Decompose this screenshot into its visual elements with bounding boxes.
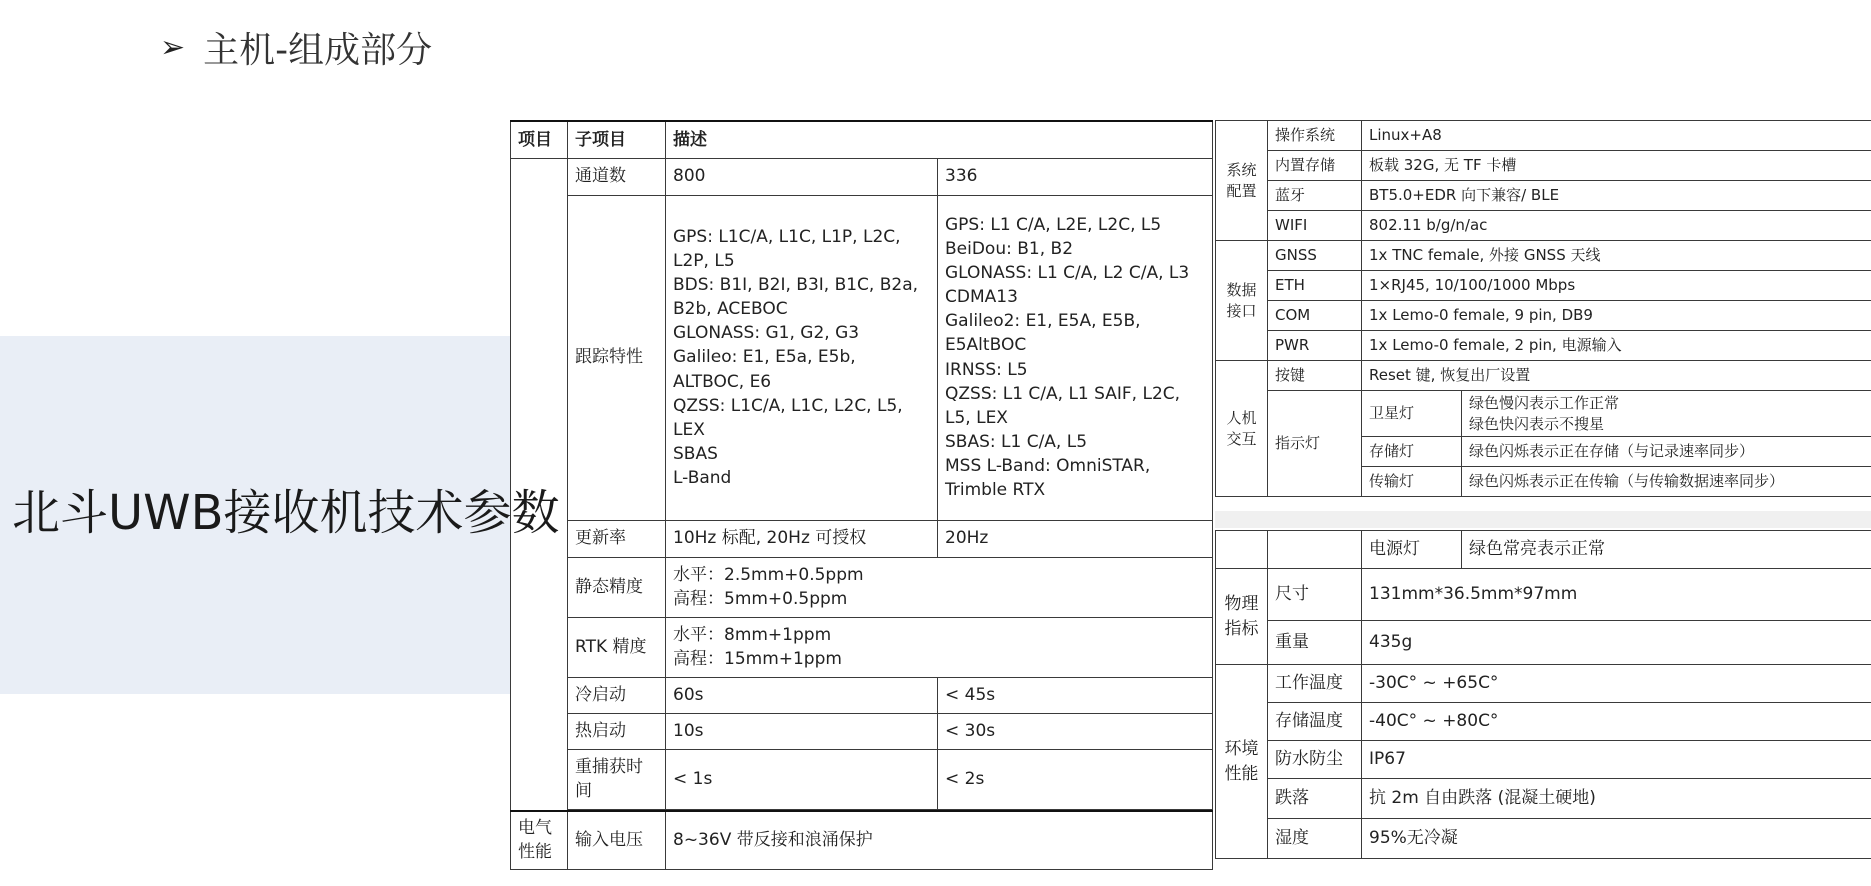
cell-value: 1x Lemo-0 female, 2 pin, 电源输入: [1362, 331, 1871, 361]
sub-label: 存储灯: [1362, 437, 1462, 467]
table-gap: [1215, 511, 1871, 528]
row-label: 更新率: [568, 520, 666, 557]
table-row: [1216, 211, 1871, 241]
row-label: 内置存储: [1268, 151, 1362, 181]
spec-table-left: [510, 120, 1213, 870]
table-row: [511, 677, 1213, 713]
table-row: [511, 520, 1213, 557]
header-sub: 子项目: [568, 121, 666, 158]
cell-value: 131mm*36.5mm*97mm: [1362, 569, 1871, 621]
row-label: 防水防尘: [1268, 741, 1362, 779]
table-row: [1216, 241, 1871, 271]
cell-value: Reset 键, 恢复出厂设置: [1362, 361, 1871, 391]
section-heading-text: 主机-组成部分: [203, 30, 433, 71]
cell-value: 1x Lemo-0 female, 9 pin, DB9: [1362, 301, 1871, 331]
table-row: [511, 617, 1213, 677]
cell-value: 1x TNC female, 外接 GNSS 天线: [1362, 241, 1871, 271]
cell-value: 抗 2m 自由跌落 (混凝土硬地): [1362, 779, 1871, 819]
row-label: RTK 精度: [568, 617, 666, 677]
cell-value: 802.11 b/g/n/ac: [1362, 211, 1871, 241]
row-label: 静态精度: [568, 557, 666, 617]
cell-value: GPS: L1 C/A, L2E, L2C, L5 BeiDou: B1, B2 GLONASS: L1 C/A, L2 C/A, L3 CDMA13 Galileo2: E1, E5A, E5B, E5AltBOC IRNSS: L5 QZSS: L1 C/A, L1 SAIF, L2C, L5, LEX SBAS: L1 C/A, L5 MSS L-Band: OmniSTAR, Trimble RTX: [938, 195, 1213, 520]
row-label: 通道数: [568, 158, 666, 195]
cell-value: GPS: L1C/A, L1C, L1P, L2C, L2P, L5 BDS: B1I, B2I, B3I, B1C, B2a, B2b, ACEBOC GLONASS: G1, G2, G3 Galileo: E1, E5a, E5b, ALTBOC, E6 QZSS: L1C/A, L1C, L2C, L5, LEX SBAS L-Band: [666, 195, 938, 520]
group-cell: 物理 指标: [1216, 569, 1268, 665]
table-row: [1216, 531, 1871, 569]
spec-table-right-bottom: [1215, 530, 1871, 859]
cell-value: BT5.0+EDR 向下兼容/ BLE: [1362, 181, 1871, 211]
cell-value: 435g: [1362, 621, 1871, 665]
cell-value: 板载 32G, 无 TF 卡槽: [1362, 151, 1871, 181]
table-row: [1216, 361, 1871, 391]
row-label: 按键: [1268, 361, 1362, 391]
table-row: [1216, 665, 1871, 703]
cell-value: < 45s: [938, 677, 1213, 713]
table-row: [511, 713, 1213, 749]
row-label: GNSS: [1268, 241, 1362, 271]
row-label: COM: [1268, 301, 1362, 331]
cell-value: 95%无冷凝: [1362, 819, 1871, 859]
page-title: 北斗UWB接收机技术参数: [12, 485, 560, 541]
table-row: [1216, 703, 1871, 741]
cell-value: 10Hz 标配, 20Hz 可授权: [666, 520, 938, 557]
group-cell: 电气 性能: [511, 811, 568, 869]
cell-value: < 2s: [938, 749, 1213, 809]
header-item: 项目: [511, 121, 568, 158]
row-label: 热启动: [568, 713, 666, 749]
row-label: 蓝牙: [1268, 181, 1362, 211]
cell-value: 绿色闪烁表示正在传输（与传输数据速率同步）: [1462, 467, 1871, 497]
cell-value: < 30s: [938, 713, 1213, 749]
table-header-row: [511, 121, 1213, 158]
cell-value: 20Hz: [938, 520, 1213, 557]
cell-value: < 1s: [666, 749, 938, 809]
table-row: [1216, 271, 1871, 301]
cell-value: 1×RJ45, 10/100/1000 Mbps: [1362, 271, 1871, 301]
table-row: [1216, 779, 1871, 819]
table-row: [1216, 569, 1871, 621]
cell-value: 800: [666, 158, 938, 195]
sub-label: 电源灯: [1362, 531, 1462, 569]
cell-value: -30C° ~ +65C°: [1362, 665, 1871, 703]
table-row: [511, 557, 1213, 617]
group-cell: 系统 配置: [1216, 121, 1268, 241]
table-row: [1216, 181, 1871, 211]
section-heading: [160, 22, 432, 73]
table-row: [1216, 121, 1871, 151]
row-label: 跟踪特性: [568, 195, 666, 520]
cell-value: 10s: [666, 713, 938, 749]
arrow-bullet-icon: ➢: [160, 30, 186, 65]
row-label: 工作温度: [1268, 665, 1362, 703]
table-row: [511, 811, 1213, 869]
table-row: [1216, 331, 1871, 361]
header-desc: 描述: [666, 121, 1213, 158]
cell-value: IP67: [1362, 741, 1871, 779]
cell-value: 8~36V 带反接和浪涌保护: [666, 811, 1213, 869]
row-label: ETH: [1268, 271, 1362, 301]
row-label: 存储温度: [1268, 703, 1362, 741]
table-row: [1216, 301, 1871, 331]
cell-value: 水平：8mm+1ppm 高程：15mm+1ppm: [666, 617, 1213, 677]
table-row: [511, 749, 1213, 809]
row-label: 指示灯: [1268, 391, 1362, 497]
row-label-empty: [1268, 531, 1362, 569]
cell-value: 336: [938, 158, 1213, 195]
group-cell: 环境 性能: [1216, 665, 1268, 859]
spec-table-right-top: [1215, 120, 1871, 497]
group-cell-empty: [1216, 531, 1268, 569]
group-cell: 人机 交互: [1216, 361, 1268, 497]
row-label: 跌落: [1268, 779, 1362, 819]
row-label: 操作系统: [1268, 121, 1362, 151]
table-row: [1216, 151, 1871, 181]
cell-value: -40C° ~ +80C°: [1362, 703, 1871, 741]
table-row: [1216, 621, 1871, 665]
row-label: 冷启动: [568, 677, 666, 713]
group-cell-empty: [511, 158, 568, 811]
cell-value: 水平：2.5mm+0.5ppm 高程：5mm+0.5ppm: [666, 557, 1213, 617]
table-row: [511, 195, 1213, 520]
sub-label: 卫星灯: [1362, 391, 1462, 437]
table-row: [1216, 819, 1871, 859]
table-row: [1216, 391, 1871, 437]
table-row: [511, 158, 1213, 195]
cell-value: Linux+A8: [1362, 121, 1871, 151]
row-label: 输入电压: [568, 811, 666, 869]
group-cell: 数据 接口: [1216, 241, 1268, 361]
cell-value: 绿色闪烁表示正在存储（与记录速率同步）: [1462, 437, 1871, 467]
row-label: WIFI: [1268, 211, 1362, 241]
row-label: 重量: [1268, 621, 1362, 665]
table-row: [1216, 741, 1871, 779]
row-label: 重捕获时间: [568, 749, 666, 809]
cell-value: 绿色慢闪表示工作正常 绿色快闪表示不搜星: [1462, 391, 1871, 437]
row-label: PWR: [1268, 331, 1362, 361]
sub-label: 传输灯: [1362, 467, 1462, 497]
cell-value: 绿色常亮表示正常: [1462, 531, 1871, 569]
row-label: 尺寸: [1268, 569, 1362, 621]
cell-value: 60s: [666, 677, 938, 713]
row-label: 湿度: [1268, 819, 1362, 859]
